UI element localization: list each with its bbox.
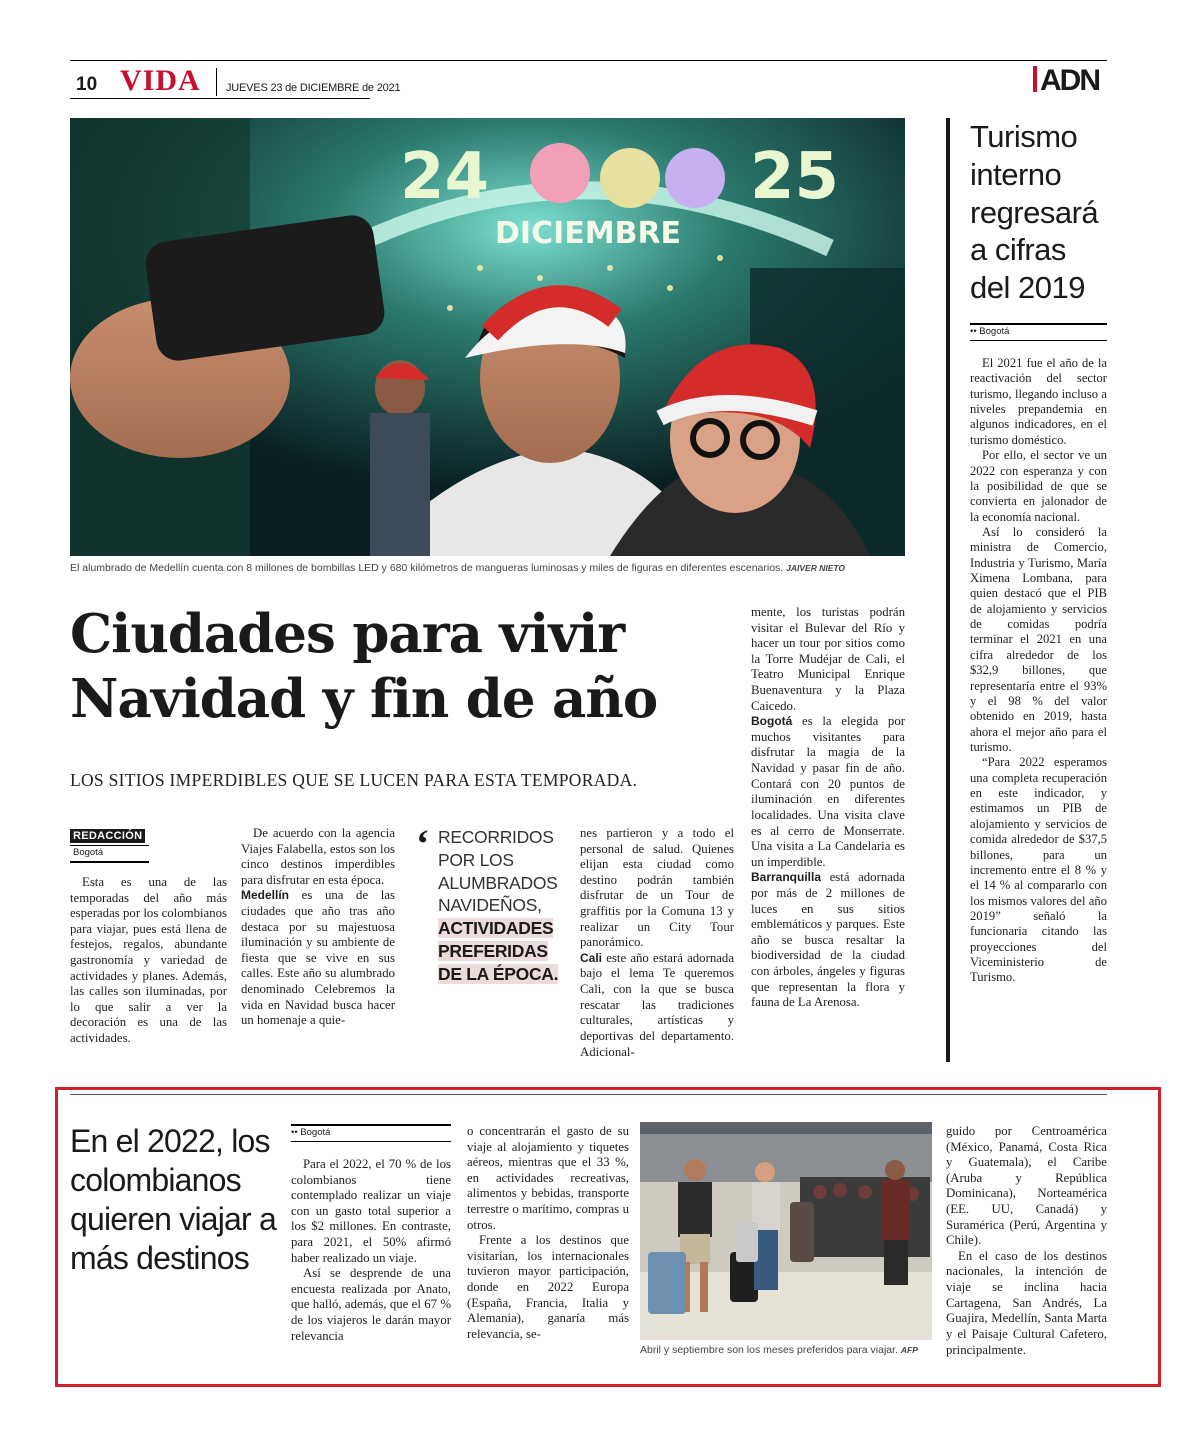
bottom-column-2	[467, 1124, 629, 1343]
main-photo	[70, 118, 905, 556]
bottom-column-1	[291, 1157, 451, 1344]
pull-quote-text: RECORRIDOS POR LOS ALUMBRADOS NAVIDEÑOS,	[438, 827, 558, 916]
bottom-column-3	[946, 1124, 1107, 1358]
header-top-rule	[70, 60, 1107, 61]
paragraph: Para el 2022, el 70 % de los colombianos tiene contemplado realizar un viaje con un gasto total superior a los $2 millones. En contraste, para 2021, el 50% afirmó haber realizado un viaje.	[291, 1157, 451, 1265]
paragraph: Frente a los destinos que visitarían, los internacionales tuvieron mayor participación, donde en 2022 Europa (España, Francia, Italia y Alemania), ganaría más relevancia, se-	[467, 1233, 629, 1341]
sign-number-25: 25	[750, 140, 840, 214]
quote-mark-icon: ‘	[416, 821, 430, 866]
paragraph: Esta es una de las temporadas del año más esperadas por los colombianos para viajar, pues está llena de festejos, regalos, abundante gastronomía y variedad de actividades y planes. Además, las calles son iluminadas, por lo que salir a ver la decoración es una de las actividades.	[70, 875, 227, 1046]
byline-label: REDACCIÓN	[70, 829, 145, 843]
main-subhead: LOS SITIOS IMPERDIBLES QUE SE LUCEN PARA ESTA TEMPORADA.	[70, 770, 638, 790]
issue-date: JUEVES 23 de DICIEMBRE de 2021	[226, 82, 401, 94]
sign-number-24: 24	[400, 140, 490, 214]
selfie-photo-illustration	[70, 118, 905, 556]
sidebar-title: Turismo interno regresará a cifras del 2019	[970, 119, 1099, 306]
airport-photo-credit: AFP	[900, 1345, 918, 1355]
main-headline	[70, 602, 750, 731]
main-column-1	[70, 875, 227, 1047]
paragraph: guido por Centroamérica (México, Panamá, Costa Rica y Guatemala), el Caribe (Aruba y República Dominicana), Norteamérica (EE. UU, Canadá) y Suramérica (Perú, Argentina y Chile).	[946, 1124, 1107, 1248]
headline-line-2: Navidad y fin de año	[70, 667, 658, 730]
paragraph: Así lo consideró la ministra de Comercio, Industria y Turismo, María Ximena Lombana, para quien destacó que el PIB de alojamiento y servicios de comidas podría terminar el 2021 en una cifra alrededor de los $32,9 billones, que representaría entre el 93% y el 98 % del valor obtenido en 2019, hasta ahora el mejor año para el turismo.	[970, 524, 1107, 754]
paragraph: “Para 2022 esperamos una completa recuperación en este indicador, y estimamos un PIB de alojamiento y servicios de comida alrededor de $37,5 billones, para un incremento entre el 8 % y el 14 % al compararlo con los mismos valores del año 2019” señaló la funcionaria citando las proyecciones del Viceministerio de Turismo.	[970, 755, 1107, 985]
page-number: 10	[76, 74, 98, 95]
main-photo-caption: El alumbrado de Medellín cuenta con 8 millones de bombillas LED y 680 kilómetros de mangueras luminosas y miles de figuras en diferentes escenarios. JAIVER NIETO	[70, 562, 846, 574]
header-separator	[216, 68, 217, 96]
city-bogota: Bogotá	[751, 714, 793, 729]
main-column-4	[751, 605, 905, 1011]
header-bottom-rule	[70, 98, 370, 99]
main-column-2	[241, 826, 395, 1029]
bottom-article-city: •• Bogotá	[291, 1124, 451, 1142]
paragraph: El 2021 fue el año de la reactivación del sector turismo, llegando incluso a niveles prepandemia en algunos indicadores, en el turismo doméstico.	[970, 356, 1107, 447]
main-photo-credit: JAIVER NIETO	[786, 563, 846, 573]
bottom-article-title: En el 2022, los colombianos quieren viajar a más destinos	[70, 1123, 276, 1277]
section-name: VIDA	[120, 64, 201, 97]
paragraph: Bogotá es la elegida por muchos visitantes para disfrutar la magia de la Navidad y pasar fin de año. Contará con 20 puntos de iluminación en diferentes localidades. Una visita clave es al cerro de Monserrate. Una visita a La Candelaria es un imperdible.	[751, 714, 905, 869]
airport-photo-caption: Abril y septiembre son los meses preferidos para viajar. AFP	[640, 1344, 918, 1356]
paragraph: Barranquilla está adornada por más de 2 millones de luces en sus sitios emblemáticos y parques. Este año se busca resaltar la biodiversidad de la ciudad con árboles, ángeles y figuras que representan la flora y fauna de La Arenosa.	[751, 870, 905, 1010]
paragraph: Medellín es una de las ciudades que año tras año destaca por su majestuosa iluminación y su ambiente de fiesta que se vive en sus calles. Este año su alumbrado denominado Celebremos la vida en Navidad busca hacer un homenaje a quie-	[241, 888, 395, 1028]
paragraph: Por ello, el sector ve un 2022 con esperanza y con la posibilidad de que se convierta en jalonador de la economía nacional.	[970, 448, 1107, 524]
paragraph: mente, los turistas podrán visitar el Bulevar del Río y hacer un tour por sitios como la Torre Mudéjar de Cali, el Teatro Municipal Enrique Buenaventura y la Plaza Caicedo.	[751, 605, 905, 713]
newspaper-logo: ADN	[1040, 64, 1099, 97]
main-column-3	[580, 826, 734, 1060]
city-medellin: Medellín	[241, 888, 290, 903]
paragraph: De acuerdo con la agencia Viajes Falabella, estos son los cinco destinos imperdibles para disfrutar en esta época.	[241, 826, 395, 887]
paragraph: o concentrarán el gasto de su viaje al alojamiento y tiquetes aéreos, mientras que el 33 %, en actividades recreativas, alimentos y bebidas, transporte terrestre o marítimo, compras u otros.	[467, 1124, 629, 1232]
airport-photo-illustration	[640, 1122, 932, 1340]
sign-diciembre: DICIEMBRE	[495, 216, 682, 251]
pull-quote-highlight: ACTIVIDADES PREFERIDAS DE LA ÉPOCA.	[438, 918, 559, 984]
pull-quote	[438, 826, 568, 985]
sidebar-rule	[946, 118, 950, 1062]
paragraph: En el caso de los destinos nacionales, la intención de viaje se inclina hacia Cartagena, San Andrés, La Guajira, Medellín, Santa Marta y el Paisaje Cultural Cafetero, principalmente.	[946, 1248, 1107, 1357]
sidebar-city: •• Bogotá	[970, 323, 1107, 341]
airport-photo	[640, 1122, 932, 1340]
paragraph: Cali este año estará adornada bajo el lema Te queremos Cali, con la que se busca rescatar las tradiciones culturales, artísticas y deportivas del departamento. Adicional-	[580, 950, 734, 1059]
city-cali: Cali	[580, 950, 603, 965]
headline-line-1: Ciudades para vivir	[70, 603, 625, 665]
city-barranquilla: Barranquilla	[751, 870, 822, 885]
sidebar-body	[970, 356, 1107, 986]
byline	[70, 826, 145, 844]
paragraph: Así se desprende de una encuesta realizada por Anato, que halló, además, que el 67 % de los viajeros le darán mayor relevancia	[291, 1266, 451, 1343]
byline-city: Bogotá	[70, 845, 149, 863]
paragraph: nes partieron y a todo el personal de salud. Quienes elijan esta ciudad como destino podrán también disfrutar de un Tour de graffitis por la Comuna 13 y realizar un City Tour panorámico.	[580, 826, 734, 950]
